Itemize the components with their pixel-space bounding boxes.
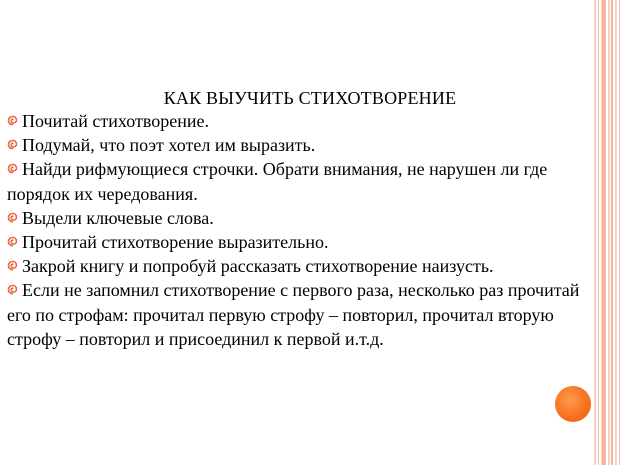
list-item-text: Найди рифмующиеся строчки. Обрати внимания, не нарушен ли где порядок их чередования. — [7, 159, 548, 204]
swirl-bullet-icon — [7, 139, 18, 150]
list-item-text: Если не запомнил стихотворение с первого раза, несколько раз прочитай его по строфам: прочитал первую строфу – повторил, прочитал вторую строфу – повторил и присоединил к первой и.т.д. — [7, 280, 580, 349]
swirl-bullet-icon — [7, 212, 18, 223]
list-item-text: Прочитай стихотворение выразительно. — [22, 232, 329, 253]
swirl-bullet-icon — [7, 260, 18, 271]
swirl-bullet-icon — [7, 115, 18, 126]
list-item — [7, 278, 602, 351]
list-item-text: Почитай стихотворение. — [22, 111, 209, 131]
slide-title: КАК ВЫУЧИТЬ СТИХОТВОРЕНИЕ — [163, 88, 457, 108]
list-item — [7, 206, 602, 230]
decorative-orange-circle — [555, 386, 591, 422]
list-item-text: Выдели ключевые слова. — [22, 207, 214, 228]
list-item — [7, 109, 602, 133]
list-item — [7, 254, 602, 278]
slide-content — [7, 109, 602, 351]
list-item-text: Подумай, что поэт хотел им выразить. — [22, 135, 316, 156]
list-item — [7, 157, 602, 205]
swirl-bullet-icon — [7, 236, 18, 247]
swirl-bullet-icon — [7, 284, 18, 295]
swirl-bullet-icon — [7, 163, 18, 174]
list-item — [7, 133, 602, 157]
list-item-text: Закрой книгу и попробуй рассказать стихотворение наизусть. — [22, 256, 494, 277]
list-item — [7, 230, 602, 254]
